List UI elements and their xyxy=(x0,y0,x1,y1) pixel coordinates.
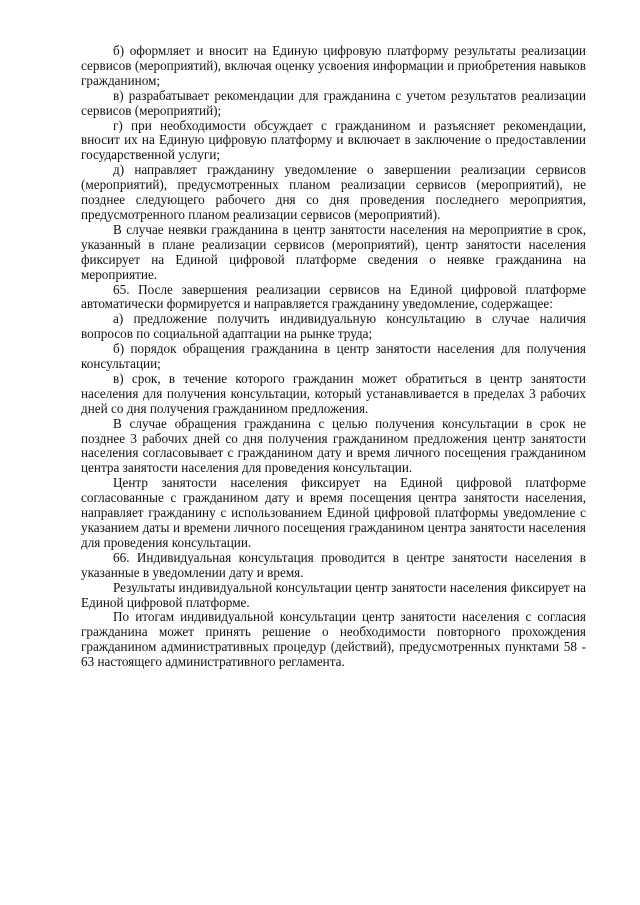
paragraph-repeat-procedures: По итогам индивидуальной консультации центр занятости населения с согласия гражданина может принять решение о необходимости повторного прохождения гражданином административных процедур (действий), предусмотренных пунктами 58 - 63 настоящего административного регламента. xyxy=(81,609,586,670)
paragraph-item-v-recommendations: в) разрабатывает рекомендации для гражданина с учетом результатов реализации сервисов (мероприятий); xyxy=(81,87,586,118)
document-page xyxy=(81,44,586,670)
paragraph-65-b: б) порядок обращения гражданина в центр занятости населения для получения консультации; xyxy=(81,341,586,372)
paragraph-65-a: а) предложение получить индивидуальную консультацию в случае наличия вопросов по социальной адаптации на рынке труда; xyxy=(81,311,586,342)
paragraph-65-v: в) срок, в течение которого гражданин может обратиться в центр занятости населения для получения консультации, который устанавливается в пределах 3 рабочих дней со дня получения гражданином предложения. xyxy=(81,370,586,416)
paragraph-item-b-record-results: б) оформляет и вносит на Единую цифровую платформу результаты реализации сервисов (мероприятий), включая оценку усвоения информации и приобретения навыков гражданином; xyxy=(81,43,586,88)
paragraph-consultation-results: Результаты индивидуальной консультации центр занятости населения фиксирует на Единой цифровой платформе. xyxy=(81,579,586,610)
paragraph-item-d-notification: д) направляет гражданину уведомление о завершении реализации сервисов (мероприятий), предусмотренных планом реализации сервисов (мероприятий), не позднее следующего рабочего дня со дня проведения последнего мероприятия, предусмотренного планом реализации сервисов (мероприятий). xyxy=(81,162,586,222)
paragraph-65: 65. После завершения реализации сервисов на Единой цифровой платформе автоматически формируется и направляется гражданину уведомление, содержащее: xyxy=(81,281,586,312)
paragraph-no-show: В случае неявки гражданина в центр занятости населения на мероприятие в срок, указанный в плане реализации сервисов (мероприятий), центр занятости населения фиксирует на Единой цифровой платформе сведения о неявке гражданина на мероприятие. xyxy=(81,221,586,282)
paragraph-item-g-discuss: г) при необходимости обсуждает с гражданином и разъясняет рекомендации, вносит их на Единую цифровую платформу и включает в заключение о предоставлении государственной услуги; xyxy=(81,117,586,163)
paragraph-66: 66. Индивидуальная консультация проводится в центре занятости населения в указанные в уведомлении дату и время. xyxy=(81,549,586,580)
paragraph-center-records: Центр занятости населения фиксирует на Единой цифровой платформе согласованные с гражданином дату и время посещения центра занятости населения, направляет гражданину с использованием Единой цифровой платформы уведомление с указанием даты и времени личного посещения гражданином центра занятости населения для проведения консультации. xyxy=(81,475,586,550)
paragraph-consultation-request: В случае обращения гражданина с целью получения консультации в срок не позднее 3 рабочих дней со дня получения гражданином предложения центр занятости населения согласовывает с гражданином дату и время личного посещения гражданином центра занятости населения для проведения консультации. xyxy=(81,415,586,476)
